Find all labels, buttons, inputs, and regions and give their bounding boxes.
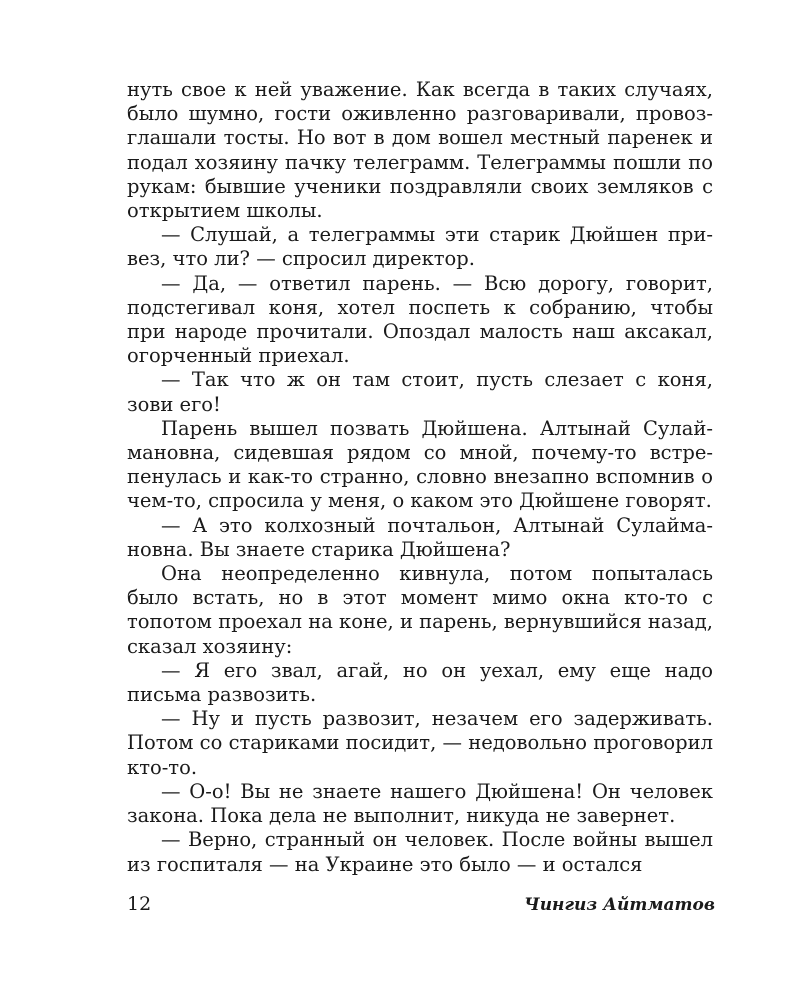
book-page-text <box>127 78 713 877</box>
running-author: Чингиз Айтматов <box>524 895 715 915</box>
paragraph-5: Парень вышел позвать Дюйшена. Алтынай Сулаймановна, сидевшая рядом со мной, почему-то встрепенулась и как-то странно, словно внезапно вспомнив о чем-то, спросила у меня, о каком это Дюйшене говорят. <box>127 416 713 513</box>
paragraph-11: — Верно, странный он человек. После войны вышел из госпиталя — на Украине это было — и остался <box>127 828 713 876</box>
paragraph-9: — Ну и пусть развозит, незачем его задерживать. Потом со стариками посидит, — недовольно проговорил кто-то. <box>127 707 713 779</box>
paragraph-3: — Да, — ответил парень. — Всю дорогу, говорит, подстегивал коня, хотел поспеть к собранию, чтобы при народе прочитали. Опоздал малость наш аксакал, огорченный приехал. <box>127 271 713 368</box>
paragraph-10: — О-о! Вы не знаете нашего Дюйшена! Он человек закона. Пока дела не выполнит, никуда не завернет. <box>127 779 713 828</box>
paragraph-4: — Так что ж он там стоит, пусть слезает с коня, зови его! <box>127 368 713 416</box>
paragraph-2: — Слушай, а телеграммы эти старик Дюйшен привез, что ли? — спросил директор. <box>127 223 713 271</box>
page-footer <box>127 893 715 915</box>
paragraph-7: Она неопределенно кивнула, потом попыталась было встать, но в этот момент мимо окна кто-то с топотом проехал на коне, и парень, вернувшийся назад, сказал хозяину: <box>127 562 713 658</box>
paragraph-6: — А это колхозный почтальон, Алтынай Сулаймановна. Вы знаете старика Дюйшена? <box>127 513 713 561</box>
page-number: 12 <box>127 893 152 915</box>
paragraph-1: нуть свое к ней уважение. Как всегда в таких случаях, было шумно, гости оживленно разговаривали, провозглашали тосты. Но вот в дом вошел местный паренек и подал хозяину пачку телеграмм. Телеграммы пошли по рукам: бывшие ученики поздравляли своих земляков с открытием школы. <box>127 78 713 223</box>
paragraph-8: — Я его звал, агай, но он уехал, ему еще надо письма развозить. <box>127 658 713 707</box>
